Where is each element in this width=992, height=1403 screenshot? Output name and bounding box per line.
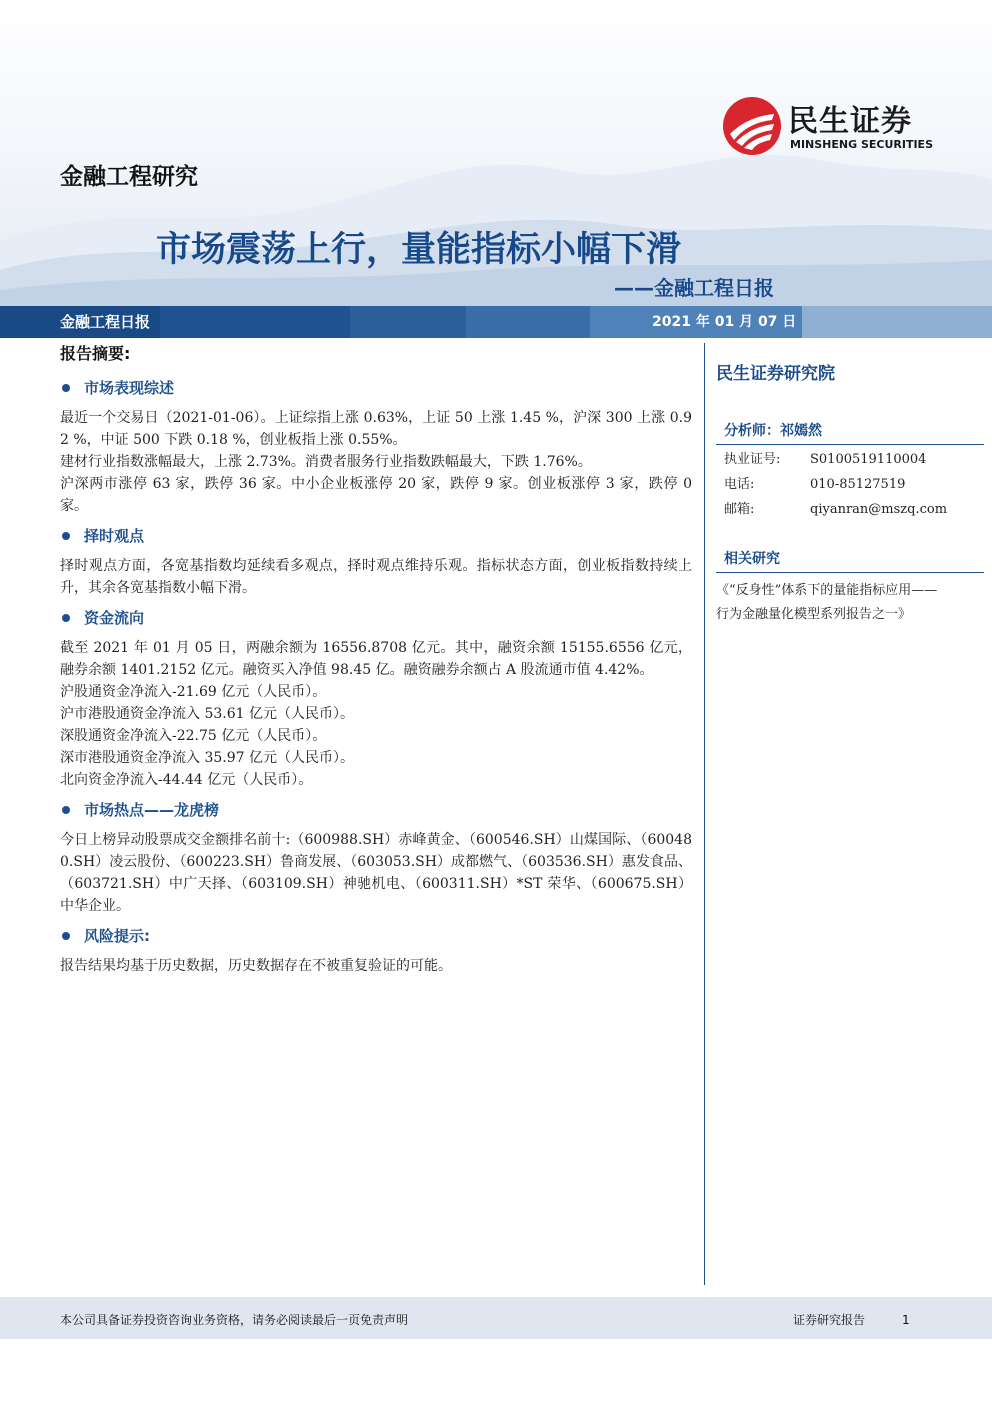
section-heading: 市场表现综述 bbox=[60, 375, 692, 401]
info-key: 执业证号: bbox=[724, 452, 781, 467]
page-footer bbox=[0, 1297, 992, 1339]
band-date: 2021 年 01 月 07 日 bbox=[652, 314, 797, 330]
paragraph: 沪市港股通资金净流入 53.61 亿元（人民币）。 bbox=[60, 706, 354, 722]
paragraph: 沪股通资金净流入-21.69 亿元（人民币）。 bbox=[60, 684, 327, 700]
report-subtitle: ——金融工程日报 bbox=[614, 276, 774, 300]
related-research-heading: 相关研究 bbox=[716, 546, 984, 573]
related-research-item[interactable]: 《“反身性”体系下的量能指标应用—— 行为金融量化模型系列报告之一》 bbox=[716, 583, 938, 622]
company-logo bbox=[722, 96, 972, 160]
footer-disclaimer: 本公司具备证券投资咨询业务资格，请务必阅读最后一页免责声明 bbox=[60, 1313, 409, 1327]
bullet-icon bbox=[62, 932, 70, 940]
section-heading: 风险提示: bbox=[60, 923, 692, 949]
report-title: 市场震荡上行，量能指标小幅下滑 bbox=[156, 230, 682, 270]
band-report-type: 金融工程日报 bbox=[60, 313, 151, 331]
paragraph: 深股通资金净流入-22.75 亿元（人民币）。 bbox=[60, 728, 327, 744]
bullet-icon bbox=[62, 806, 70, 814]
analyst-info-row bbox=[716, 497, 984, 522]
paragraph: 报告结果均基于历史数据，历史数据存在不被重复验证的可能。 bbox=[60, 958, 452, 974]
logo-english-name: MINSHENG SECURITIES bbox=[790, 138, 933, 151]
email-link[interactable]: qiyanran@mszq.com bbox=[810, 502, 948, 517]
paragraph: 截至 2021 年 01 月 05 日，两融余额为 16556.8708 亿元。其中，融资余额 15155.6556 亿元，融券余额 1401.2152 亿元。融资买入净值 98.45 亿。融资融券余额占 A 股流通市值 4.42%。 bbox=[60, 640, 692, 678]
paragraph: 择时观点方面，各宽基指数均延续看多观点，择时观点维持乐观。指标状态方面，创业板指数持续上升，其余各宽基指数小幅下滑。 bbox=[60, 558, 692, 596]
paragraph: 北向资金净流入-44.44 亿元（人民币）。 bbox=[60, 772, 313, 788]
analyst-info-row bbox=[716, 447, 984, 472]
analyst-heading: 分析师：祁嫣然 bbox=[716, 418, 984, 445]
page-number: 1 bbox=[902, 1313, 910, 1327]
info-value: S0100519110004 bbox=[810, 452, 927, 467]
report-info-band bbox=[0, 306, 992, 338]
paragraph: 深市港股通资金净流入 35.97 亿元（人民币）。 bbox=[60, 750, 354, 766]
paragraph: 建材行业指数涨幅最大，上涨 2.73%。消费者服务行业指数跌幅最大，下跌 1.76%。 bbox=[60, 454, 592, 470]
section-heading: 择时观点 bbox=[60, 523, 692, 549]
logo-mark-icon bbox=[722, 96, 782, 156]
institute-name: 民生证券研究院 bbox=[716, 364, 835, 384]
bullet-icon bbox=[62, 532, 70, 540]
section-heading: 市场热点——龙虎榜 bbox=[60, 797, 692, 823]
info-value: 010-85127519 bbox=[810, 477, 906, 492]
bullet-icon bbox=[62, 384, 70, 392]
paragraph: 沪深两市涨停 63 家，跌停 36 家。中小企业板涨停 20 家，跌停 9 家。创业板涨停 3 家，跌停 0 家。 bbox=[60, 476, 692, 514]
summary-column bbox=[60, 343, 692, 977]
bullet-icon bbox=[62, 614, 70, 622]
footer-report-type: 证券研究报告 bbox=[793, 1313, 866, 1327]
report-series: 金融工程研究 bbox=[60, 164, 198, 190]
info-key: 邮箱: bbox=[724, 502, 755, 517]
summary-heading: 报告摘要: bbox=[60, 344, 131, 363]
analyst-info-row bbox=[716, 472, 984, 497]
paragraph: 最近一个交易日（2021-01-06）。上证综指上涨 0.63%，上证 50 上涨 1.45 %，沪深 300 上涨 0.92 %，中证 500 下跌 0.18 %，创业板指上涨 0.55%。 bbox=[60, 410, 692, 448]
sidebar bbox=[716, 355, 984, 627]
column-divider bbox=[704, 343, 705, 1285]
logo-chinese-name: 民生证券 bbox=[788, 104, 912, 139]
section-heading: 资金流向 bbox=[60, 605, 692, 631]
paragraph: 今日上榜异动股票成交金额排名前十:（600988.SH）赤峰黄金、（600546.SH）山煤国际、（600480.SH）凌云股份、（600223.SH）鲁商发展、（603053.SH）成都燃气、（603536.SH）惠发食品、（603721.SH）中广天择、（603109.SH）神驰机电、（600311.SH）*ST 荣华、（600675.SH）中华企业。 bbox=[60, 832, 692, 914]
info-key: 电话: bbox=[724, 477, 755, 492]
